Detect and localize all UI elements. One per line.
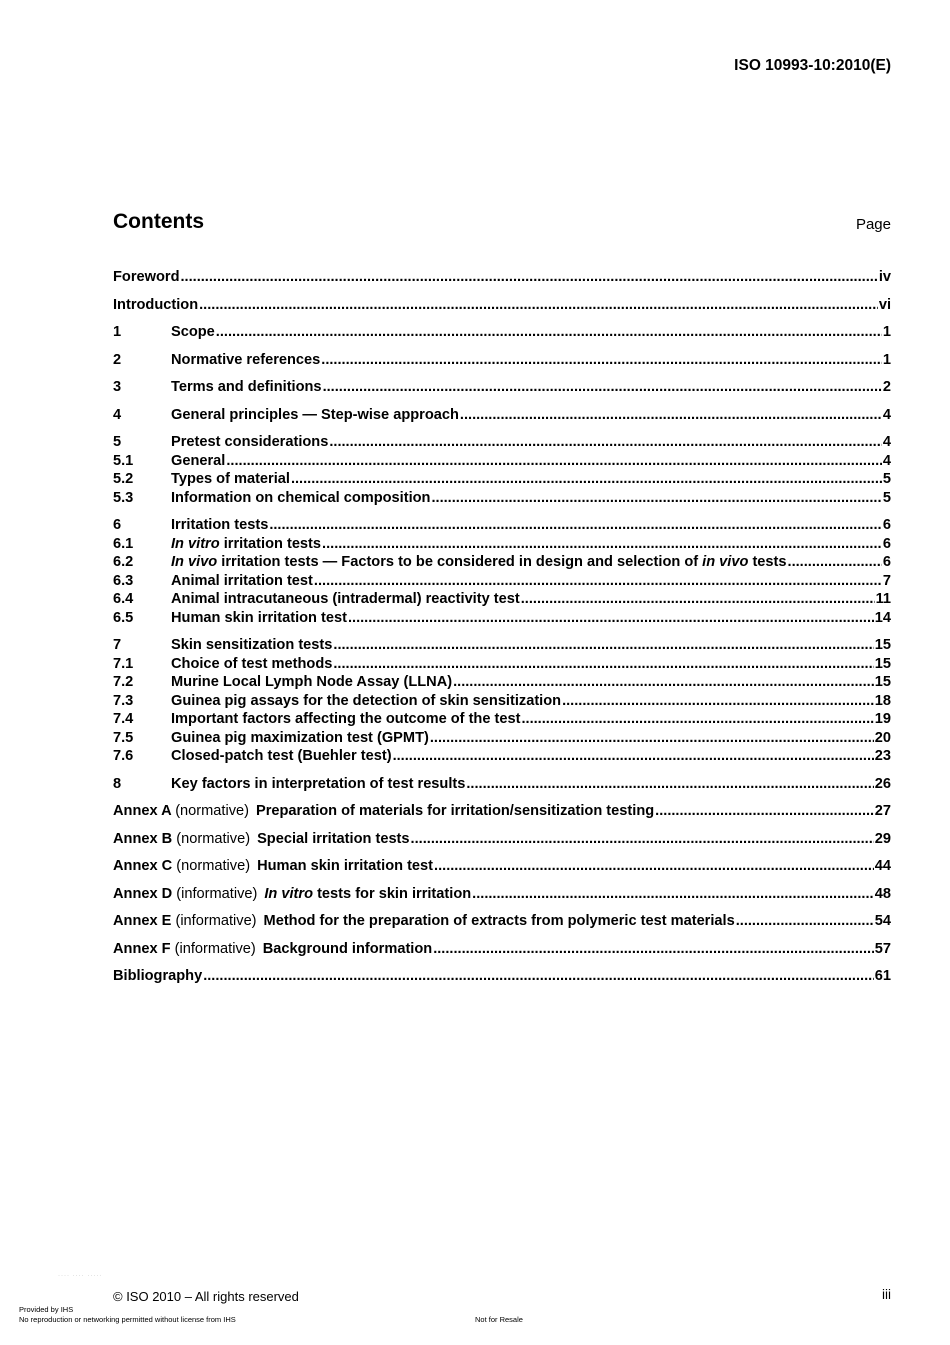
title-text: Background information — [262, 940, 433, 957]
title-text: Choice of test methods — [171, 655, 333, 672]
section-title — [171, 775, 465, 794]
title-text: Normative references — [171, 351, 321, 368]
page-ref: 6 — [882, 535, 891, 552]
toc-entry[interactable] — [113, 636, 891, 655]
annex-id: Annex B — [113, 830, 173, 847]
dot-leader — [333, 636, 873, 655]
toc-entry[interactable] — [113, 775, 891, 794]
toc-entry[interactable] — [113, 296, 891, 315]
section-number: 7.3 — [113, 692, 134, 709]
title-text: Method for the preparation of extracts from polymeric test materials — [263, 913, 735, 929]
page-ref: 27 — [874, 803, 891, 819]
annex-id: Annex E — [113, 913, 172, 929]
toc-entry[interactable] — [113, 710, 891, 729]
section-title — [171, 553, 787, 572]
toc-group — [113, 830, 891, 849]
title-text: Irritation tests — [171, 517, 269, 533]
dot-leader — [736, 912, 874, 931]
section-number: 6 — [113, 517, 122, 533]
title-text: Important factors affecting the outcome of the test — [171, 711, 521, 727]
page-ref: 19 — [874, 711, 891, 727]
page-ref: 26 — [874, 775, 891, 792]
dot-leader — [431, 489, 881, 508]
section-number: 5.3 — [113, 489, 134, 506]
dot-leader — [430, 729, 874, 748]
toc-group — [113, 378, 891, 397]
dot-leader — [655, 802, 874, 821]
page-ref: 5 — [882, 471, 891, 487]
section-title — [171, 323, 215, 342]
section-title — [171, 489, 430, 508]
title-text: General principles — Step-wise approach — [171, 406, 459, 423]
page-ref: 20 — [874, 729, 891, 746]
page-ref: 5 — [882, 489, 891, 506]
page-ref: 57 — [874, 940, 891, 957]
page-ref: 18 — [874, 692, 891, 709]
section-number: 7.6 — [113, 748, 134, 764]
toc-group — [113, 268, 891, 287]
section-number: 3 — [113, 379, 122, 395]
annex-type: (normative) — [176, 858, 251, 874]
dot-leader — [314, 572, 882, 591]
dot-leader — [433, 940, 874, 959]
toc-group — [113, 775, 891, 794]
title-text: Pretest considerations — [171, 434, 329, 450]
title-text: tests — [748, 554, 787, 570]
page-ref: 2 — [882, 379, 891, 395]
toc-group — [113, 636, 891, 766]
title-text: irritation tests — [219, 535, 322, 552]
dot-leader — [788, 553, 882, 572]
page-ref: 11 — [875, 591, 891, 607]
title-text: Key factors in interpretation of test results — [171, 775, 466, 792]
dot-leader — [472, 885, 874, 904]
section-title — [171, 590, 520, 609]
italic-term: In vitro — [264, 885, 314, 902]
toc-entry[interactable] — [113, 470, 891, 489]
page-ref: vi — [878, 296, 891, 313]
title-text: Murine Local Lymph Node Assay (LLNA) — [171, 674, 453, 690]
section-number: 7.2 — [113, 674, 134, 690]
dot-leader — [393, 747, 874, 766]
table-of-contents — [113, 268, 891, 995]
page-ref: 54 — [874, 913, 891, 929]
section-number: 6.3 — [113, 572, 134, 589]
section-number: 4 — [113, 406, 122, 423]
annex-type: (normative) — [175, 803, 249, 819]
section-title — [113, 967, 202, 986]
dot-leader — [434, 857, 874, 876]
section-title — [257, 857, 433, 876]
section-title — [171, 470, 290, 489]
toc-group — [113, 802, 891, 821]
section-number: 1 — [113, 324, 122, 340]
section-number: 7.5 — [113, 729, 134, 746]
section-title — [263, 940, 432, 959]
toc-entry[interactable] — [113, 553, 891, 572]
annex-label — [113, 912, 264, 931]
section-title — [171, 710, 520, 729]
toc-entry[interactable] — [113, 673, 891, 692]
toc-entry[interactable] — [113, 857, 891, 876]
title-text: General — [171, 452, 226, 469]
toc-group — [113, 912, 891, 931]
annex-type: (normative) — [176, 830, 251, 847]
italic-term: in vivo — [702, 554, 749, 570]
toc-entry[interactable] — [113, 452, 891, 471]
document-code: ISO 10993-10:2010(E) — [734, 57, 891, 74]
annex-type: (informative) — [175, 913, 257, 929]
title-text: Human skin irritation test — [257, 858, 434, 874]
italic-term: In vitro — [171, 535, 220, 552]
title-text: Terms and definitions — [171, 379, 322, 395]
section-number: 6.5 — [113, 609, 134, 626]
section-number: 7.1 — [113, 655, 134, 672]
dot-leader — [199, 296, 878, 315]
copyright-notice: © ISO 2010 – All rights reserved — [113, 1289, 299, 1304]
toc-entry[interactable] — [113, 378, 891, 397]
annex-type: (informative) — [174, 940, 256, 957]
toc-entry[interactable] — [113, 433, 891, 452]
dot-leader — [521, 590, 875, 609]
page-number: iii — [882, 1287, 891, 1302]
annex-label — [113, 830, 257, 849]
section-title — [264, 912, 735, 931]
page-ref: 7 — [882, 572, 891, 589]
page-ref: 15 — [874, 674, 891, 690]
dot-leader — [348, 609, 874, 628]
toc-entry[interactable] — [113, 489, 891, 508]
section-title — [171, 673, 452, 692]
toc-entry[interactable] — [113, 912, 891, 931]
annex-id: Annex C — [113, 858, 173, 874]
toc-entry[interactable] — [113, 406, 891, 425]
toc-group — [113, 885, 891, 904]
toc-entry[interactable] — [113, 609, 891, 628]
toc-group — [113, 406, 891, 425]
section-title — [171, 572, 313, 591]
toc-entry[interactable] — [113, 940, 891, 959]
section-number: 6.1 — [113, 535, 134, 552]
dot-leader — [269, 516, 882, 535]
page-ref: 15 — [874, 655, 891, 672]
toc-entry[interactable] — [113, 747, 891, 766]
title-text: Information on chemical composition — [171, 489, 431, 506]
title-text: Skin sensitization tests — [171, 637, 333, 653]
toc-group — [113, 296, 891, 315]
page-ref: 1 — [882, 351, 891, 368]
page-ref: 44 — [874, 858, 891, 874]
section-title — [113, 296, 198, 315]
dot-leader — [466, 775, 873, 794]
section-number: 5 — [113, 434, 122, 450]
page-ref: 14 — [874, 609, 891, 626]
toc-entry[interactable] — [113, 802, 891, 821]
title-text: Foreword — [113, 269, 180, 285]
dot-leader — [521, 710, 873, 729]
annex-id: Annex F — [113, 940, 171, 957]
page-ref: 29 — [874, 830, 891, 847]
annex-label — [113, 802, 256, 821]
no-reproduction-notice: No reproduction or networking permitted without license from IHS — [19, 1315, 236, 1324]
toc-entry[interactable] — [113, 323, 891, 342]
section-title — [171, 378, 322, 397]
page-column-label: Page — [855, 216, 891, 233]
page-ref: 6 — [882, 517, 891, 533]
dot-leader — [322, 535, 882, 554]
toc-entry[interactable] — [113, 516, 891, 535]
section-title — [171, 655, 332, 674]
toc-entry[interactable] — [113, 268, 891, 287]
page-ref: 61 — [874, 968, 891, 984]
title-text: Types of material — [171, 471, 290, 487]
page-ref: 1 — [882, 324, 891, 340]
section-number: 5.1 — [113, 452, 134, 469]
toc-group — [113, 433, 891, 507]
page-ref: 23 — [874, 748, 891, 764]
section-title — [171, 535, 321, 554]
section-title — [171, 516, 268, 535]
page-ref: iv — [878, 269, 891, 285]
page-ref: 6 — [882, 554, 891, 570]
toc-entry[interactable] — [113, 351, 891, 370]
annex-id: Annex A — [113, 803, 172, 819]
section-title — [257, 830, 409, 849]
section-number: 5.2 — [113, 471, 134, 487]
not-for-resale-notice: Not for Resale — [475, 1315, 523, 1324]
page-ref: 15 — [874, 637, 891, 653]
toc-entry[interactable] — [113, 590, 891, 609]
section-title — [171, 636, 332, 655]
title-text: Animal intracutaneous (intradermal) reactivity test — [171, 591, 520, 607]
title-text: Guinea pig maximization test (GPMT) — [171, 729, 429, 746]
toc-group — [113, 323, 891, 342]
toc-entry[interactable] — [113, 729, 891, 748]
section-title — [171, 609, 347, 628]
toc-entry[interactable] — [113, 830, 891, 849]
dot-leader — [333, 655, 873, 674]
section-number: 2 — [113, 351, 122, 368]
section-title — [171, 351, 320, 370]
toc-entry[interactable] — [113, 967, 891, 986]
provided-by: Provided by IHS — [19, 1305, 74, 1314]
title-text: Guinea pig assays for the detection of skin sensitization — [171, 692, 562, 709]
toc-entry[interactable] — [113, 885, 891, 904]
title-text: Special irritation tests — [257, 830, 410, 847]
title-text: Preparation of materials for irritation/sensitization testing — [255, 803, 655, 819]
dot-leader — [411, 830, 874, 849]
annex-label — [113, 885, 264, 904]
title-text: Scope — [171, 324, 215, 340]
toc-group — [113, 351, 891, 370]
toc-group — [113, 967, 891, 986]
toc-entry[interactable] — [113, 692, 891, 711]
annex-label — [113, 857, 257, 876]
section-title — [171, 747, 392, 766]
italic-term: In vivo — [171, 554, 218, 570]
title-text: Introduction — [113, 296, 199, 313]
toc-group — [113, 857, 891, 876]
title-text: Human skin irritation test — [171, 609, 347, 626]
section-title — [256, 802, 654, 821]
toc-entry[interactable] — [113, 655, 891, 674]
dot-leader — [321, 351, 882, 370]
section-title — [113, 268, 179, 287]
annex-id: Annex D — [113, 885, 173, 902]
page-ref: 4 — [882, 434, 891, 450]
dot-leader — [562, 692, 874, 711]
toc-entry[interactable] — [113, 572, 891, 591]
dot-leader — [453, 673, 874, 692]
section-title — [171, 729, 429, 748]
section-title — [171, 406, 459, 425]
scan-stamp: ···· ···· ····· — [58, 1273, 103, 1279]
title-text: Animal irritation test — [171, 572, 313, 589]
section-title — [171, 692, 561, 711]
toc-group — [113, 516, 891, 627]
annex-type: (informative) — [176, 885, 258, 902]
title-text: irritation tests — Factors to be considered in design and selection of — [217, 554, 703, 570]
dot-leader — [216, 323, 882, 342]
section-number: 6.2 — [113, 554, 134, 570]
title-text: Bibliography — [113, 968, 203, 984]
dot-leader — [226, 452, 882, 471]
page-ref: 48 — [874, 885, 891, 902]
section-number: 8 — [113, 775, 122, 792]
toc-group — [113, 940, 891, 959]
section-number: 6.4 — [113, 591, 134, 607]
page-ref: 4 — [882, 452, 891, 469]
section-title — [171, 433, 328, 452]
section-title — [264, 885, 471, 904]
dot-leader — [203, 967, 874, 986]
dot-leader — [180, 268, 877, 287]
section-title — [171, 452, 225, 471]
title-text: Closed-patch test (Buehler test) — [171, 748, 392, 764]
dot-leader — [291, 470, 882, 489]
dot-leader — [460, 406, 882, 425]
section-number: 7.4 — [113, 711, 134, 727]
section-number: 7 — [113, 637, 122, 653]
contents-title: Contents — [113, 210, 204, 233]
page-ref: 4 — [882, 406, 891, 423]
annex-label — [113, 940, 263, 959]
title-text: tests for skin irritation — [313, 885, 472, 902]
dot-leader — [323, 378, 882, 397]
provider-notice — [19, 1305, 236, 1325]
dot-leader — [329, 433, 882, 452]
toc-entry[interactable] — [113, 535, 891, 554]
